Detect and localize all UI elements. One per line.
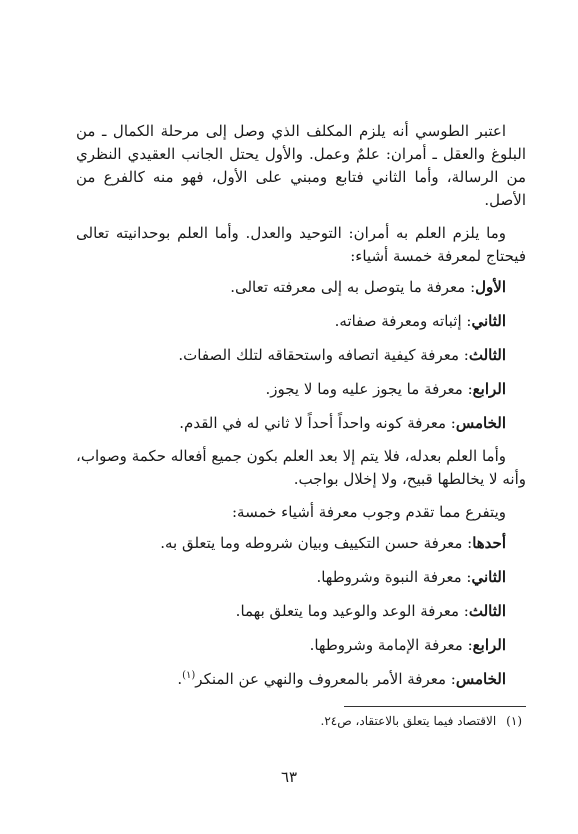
- item-label: الرابع: [472, 380, 506, 398]
- item-text: معرفة حسن التكييف وبيان شروطه وما يتعلق به.: [160, 534, 463, 552]
- item-end: .: [177, 670, 183, 688]
- item-text: معرفة كيفية اتصافه واستحقاقه لتلك الصفات.: [178, 346, 460, 364]
- justice-paragraph: وأما العلم بعدله، فلا يتم إلا بعد العلم بكون جميع أفعاله حكمة وصواب، وأنه لا يخالطها قبيح، ولا إخلال بواجب.: [76, 447, 526, 488]
- footnote-number: (١): [506, 714, 522, 728]
- list-item: الثالث: معرفة كيفية اتصافه واستحقاقه لتلك الصفات.: [178, 346, 506, 364]
- item-label: الثالث: [468, 602, 506, 620]
- footnote-reference[interactable]: (١): [182, 670, 196, 681]
- item-text: معرفة ما يتوصل به إلى معرفته تعالى.: [230, 278, 466, 296]
- item-label: أحدها: [472, 534, 506, 552]
- item-text: إثباته ومعرفة صفاته.: [334, 312, 462, 330]
- list-item: أحدها: معرفة حسن التكييف وبيان شروطه وما يتعلق به.: [160, 534, 506, 552]
- list-item: الرابع: معرفة ما يجوز عليه وما لا يجوز.: [265, 380, 506, 398]
- item-text: معرفة ما يجوز عليه وما لا يجوز.: [265, 380, 463, 398]
- knowledge-paragraph: وما يلزم العلم به أمران: التوحيد والعدل. وأما العلم بوحدانيته تعالى فيحتاج لمعرفة خمسة أشياء:: [76, 224, 526, 265]
- item-text: معرفة النبوة وشروطها.: [316, 568, 462, 586]
- derived-list: [76, 532, 526, 691]
- footnote-separator: [344, 706, 526, 707]
- item-label: الثالث: [468, 346, 506, 364]
- list-item: الرابع: معرفة الإمامة وشروطها.: [309, 636, 506, 654]
- item-text: معرفة الأمر بالمعروف والنهي عن المنكر: [195, 670, 447, 688]
- list-item: الثاني: إثباته ومعرفة صفاته.: [334, 312, 506, 330]
- item-label: الأول: [475, 278, 506, 296]
- footnote: [76, 712, 522, 730]
- page-number: ٦٣: [280, 768, 298, 786]
- intro-paragraph: اعتبر الطوسي أنه يلزم المكلف الذي وصل إلى مرحلة الكمال ـ من البلوغ والعقل ـ أمران: علمٌ وعمل. والأول يحتل الجانب العقيدي النظري من الرسالة، وأما الثاني فتابع ومبني على الأول، فهو منه كالفرع من الأصل.: [76, 122, 526, 209]
- footnote-text: الاقتصاد فيما يتعلق بالاعتقاد، ص٢٤.: [320, 714, 497, 728]
- item-label: الثاني: [471, 568, 506, 586]
- list-item: الثاني: معرفة النبوة وشروطها.: [316, 568, 506, 586]
- item-text: معرفة كونه واحداً أحداً لا ثاني له في القدم.: [179, 414, 447, 432]
- main-text: [76, 120, 526, 691]
- item-text: معرفة الإمامة وشروطها.: [309, 636, 463, 654]
- list-item: الخامس: معرفة كونه واحداً أحداً لا ثاني له في القدم.: [179, 414, 506, 432]
- item-label: الثاني: [471, 312, 506, 330]
- item-label: الخامس: [455, 670, 506, 688]
- unity-list: [76, 276, 526, 435]
- list-item: الأول: معرفة ما يتوصل به إلى معرفته تعالى.: [230, 278, 506, 296]
- item-text: معرفة الوعد والوعيد وما يتعلق بهما.: [235, 602, 460, 620]
- item-label: الرابع: [472, 636, 506, 654]
- list-item: الثالث: معرفة الوعد والوعيد وما يتعلق بهما.: [235, 602, 506, 620]
- item-label: الخامس: [455, 414, 506, 432]
- list-item: الخامس: معرفة الأمر بالمعروف والنهي عن المنكر$^{(١)}$.: [177, 670, 506, 688]
- derived-paragraph: ويتفرع مما تقدم وجوب معرفة أشياء خمسة:: [231, 503, 506, 521]
